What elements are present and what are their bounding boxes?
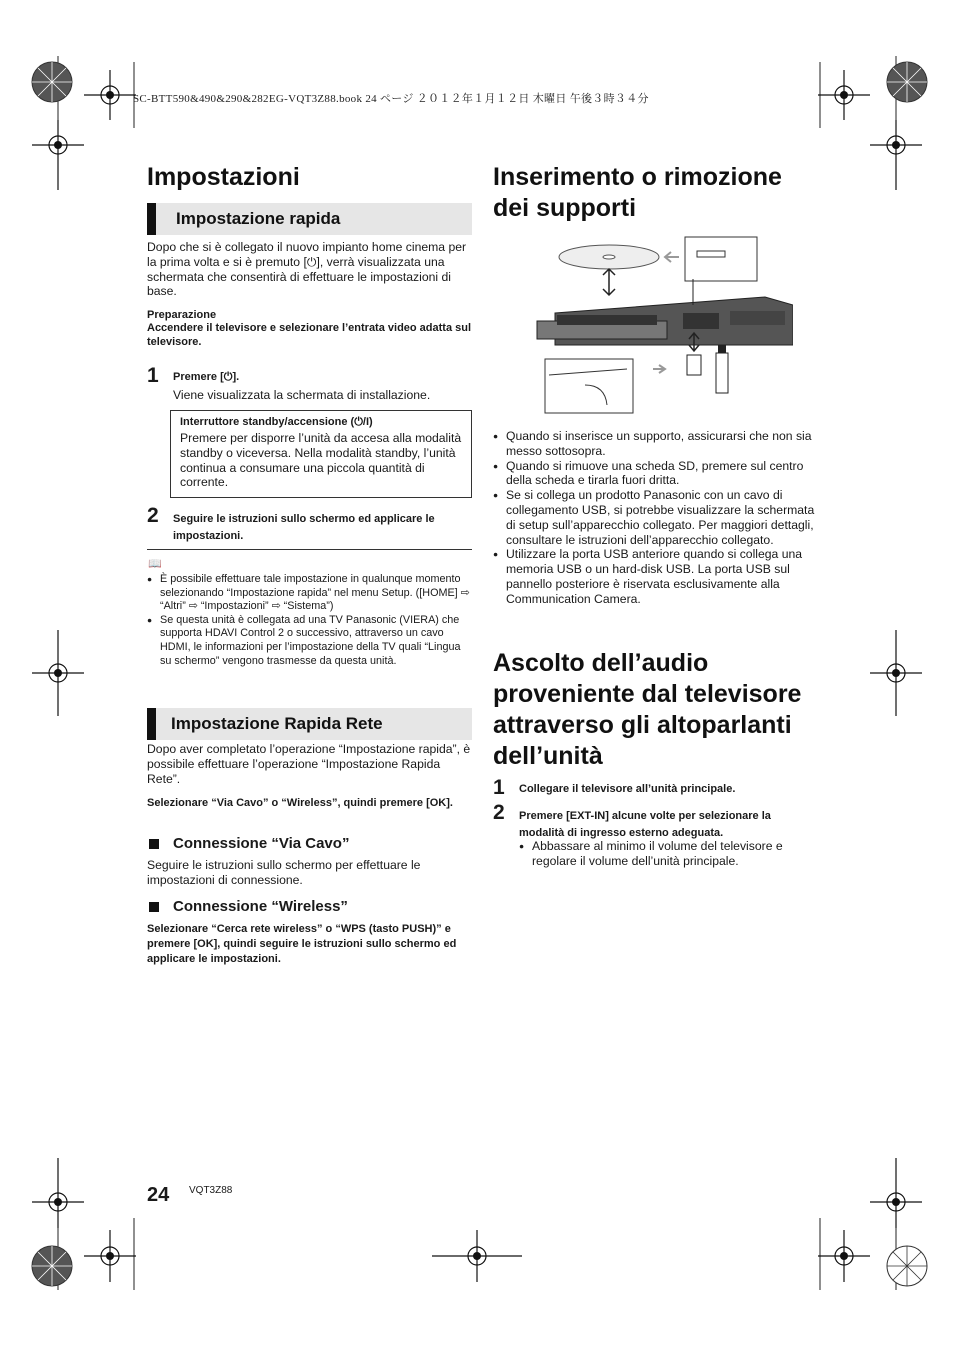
section-heading-text: Impostazione rapida — [176, 209, 341, 228]
quick-setup-notes — [147, 573, 470, 668]
print-header: SC-BTT590&490&290&282EG-VQT3Z88.book 24 ページ ２０１２年１月１２日 木曜日 午後３時３４分 — [133, 93, 649, 105]
wireless-connection-title: Connessione “Wireless” — [173, 898, 348, 915]
step-1-title: Premere [⏻]. — [173, 371, 240, 383]
note-item: ● È possibile effettuare tale impostazione in qualunque momento selezionando “Impostazione rapida” nel menu Setup. ([HOME] ⇨ “Altri” ⇨ “Impostazioni” ⇨ “Sistema”) — [147, 573, 470, 614]
standby-note-title: Interruttore standby/accensione (⏻/I) — [180, 416, 373, 428]
divider — [147, 549, 472, 550]
network-setup-intro: Dopo aver completato l’operazione “Impostazione rapida”, è possibile effettuare l’operazione “Impostazione Rapida Rete”. — [147, 742, 471, 786]
wired-connection-text: Seguire le istruzioni sullo schermo per effettuare le impostazioni di connessione. — [147, 858, 421, 887]
step-1-text: Viene visualizzata la schermata di installazione. — [173, 388, 431, 402]
note-item: ● Se questa unità è collegata ad una TV Panasonic (VIERA) che supporta HDAVI Control 2 o successivo, attraverso un cavo HDMI, le informazioni per l’impostazione della TV quali “Lingua su schermo” vengono trasmesse da questa unità. — [147, 614, 470, 668]
section-heading-quick-setup — [147, 203, 472, 235]
document-code: VQT3Z88 — [189, 1185, 233, 1196]
network-setup-instruction: Selezionare “Via Cavo” o “Wireless”, quindi premere [OK]. — [147, 797, 453, 809]
step-number-1: 1 — [147, 364, 159, 387]
preparation-text: Accendere il televisore e selezionare l’entrata video adatta sul televisore. — [147, 322, 472, 348]
media-note-item: ● Quando si rimuove una scheda SD, premere sul centro della scheda e tirarla fuori dritta. — [493, 459, 818, 489]
book-note-icon: 📖 — [148, 558, 162, 570]
preparation-title: Preparazione — [147, 309, 217, 321]
media-note-item: ● Quando si inserisce un supporto, assicurarsi che non sia messo sottosopra. — [493, 429, 818, 459]
quick-setup-intro: Dopo che si è collegato il nuovo impianto home cinema per la prima volta e si è premuto [⏻], verrà visualizzata una schermata che consentirà di effettuare le impostazioni di base. — [147, 240, 467, 299]
media-section-title: Inserimento o rimozione dei supporti — [493, 163, 782, 222]
step-number-1: 1 — [493, 776, 505, 799]
standby-note-text: Premere per disporre l’unità da accesa alla modalità standby o viceversa. Nella modalità standby, l’unità continua a consumare una piccola quantità di corrente. — [180, 431, 462, 490]
media-insertion-illustration — [535, 235, 793, 415]
tv-step-2-note: ● Abbassare al minimo il volume del televisore e regolare il volume dell’unità principale. — [519, 839, 814, 869]
media-notes — [493, 429, 818, 607]
tv-step-1-title: Collegare il televisore all’unità principale. — [519, 783, 736, 795]
step-2-title: Seguire le istruzioni sullo schermo ed applicare le impostazioni. — [173, 513, 435, 542]
section-heading-network-setup — [147, 708, 472, 740]
section-heading-text: Impostazione Rapida Rete — [171, 714, 383, 733]
wired-connection-title: Connessione “Via Cavo” — [173, 835, 350, 852]
square-bullet-icon — [149, 839, 159, 849]
tv-step-2-notes — [519, 839, 814, 869]
wireless-connection-text: Selezionare “Cerca rete wireless” o “WPS (tasto PUSH)” e premere [OK], quindi seguire le istruzioni sullo schermo ed applicare le impostazioni. — [147, 923, 457, 965]
page-title: Impostazioni — [147, 163, 300, 191]
standby-switch-note — [170, 410, 472, 498]
square-bullet-icon — [149, 902, 159, 912]
tv-audio-section-title: Ascolto dell’audio proveniente dal televisore attraverso gli altoparlanti dell’unità — [493, 649, 802, 770]
media-note-item: ● Se si collega un prodotto Panasonic con un cavo di collegamento USB, si potrebbe visualizzare la schermata di setup sull’apparecchio collegato. Per maggiori dettagli, consultare le istruzioni dell’apparecchio collegato. — [493, 488, 818, 547]
tv-step-2-title: Premere [EXT-IN] alcune volte per selezionare la modalità di ingresso esterno adeguata. — [519, 810, 771, 839]
step-number-2: 2 — [147, 504, 159, 527]
page-number: 24 — [147, 1184, 170, 1206]
step-number-2: 2 — [493, 801, 505, 824]
media-note-item: ● Utilizzare la porta USB anteriore quando si collega una memoria USB o un hard-disk USB. La porta USB sul pannello posteriore è riservata esclusivamente alla Communication Camera. — [493, 547, 818, 606]
